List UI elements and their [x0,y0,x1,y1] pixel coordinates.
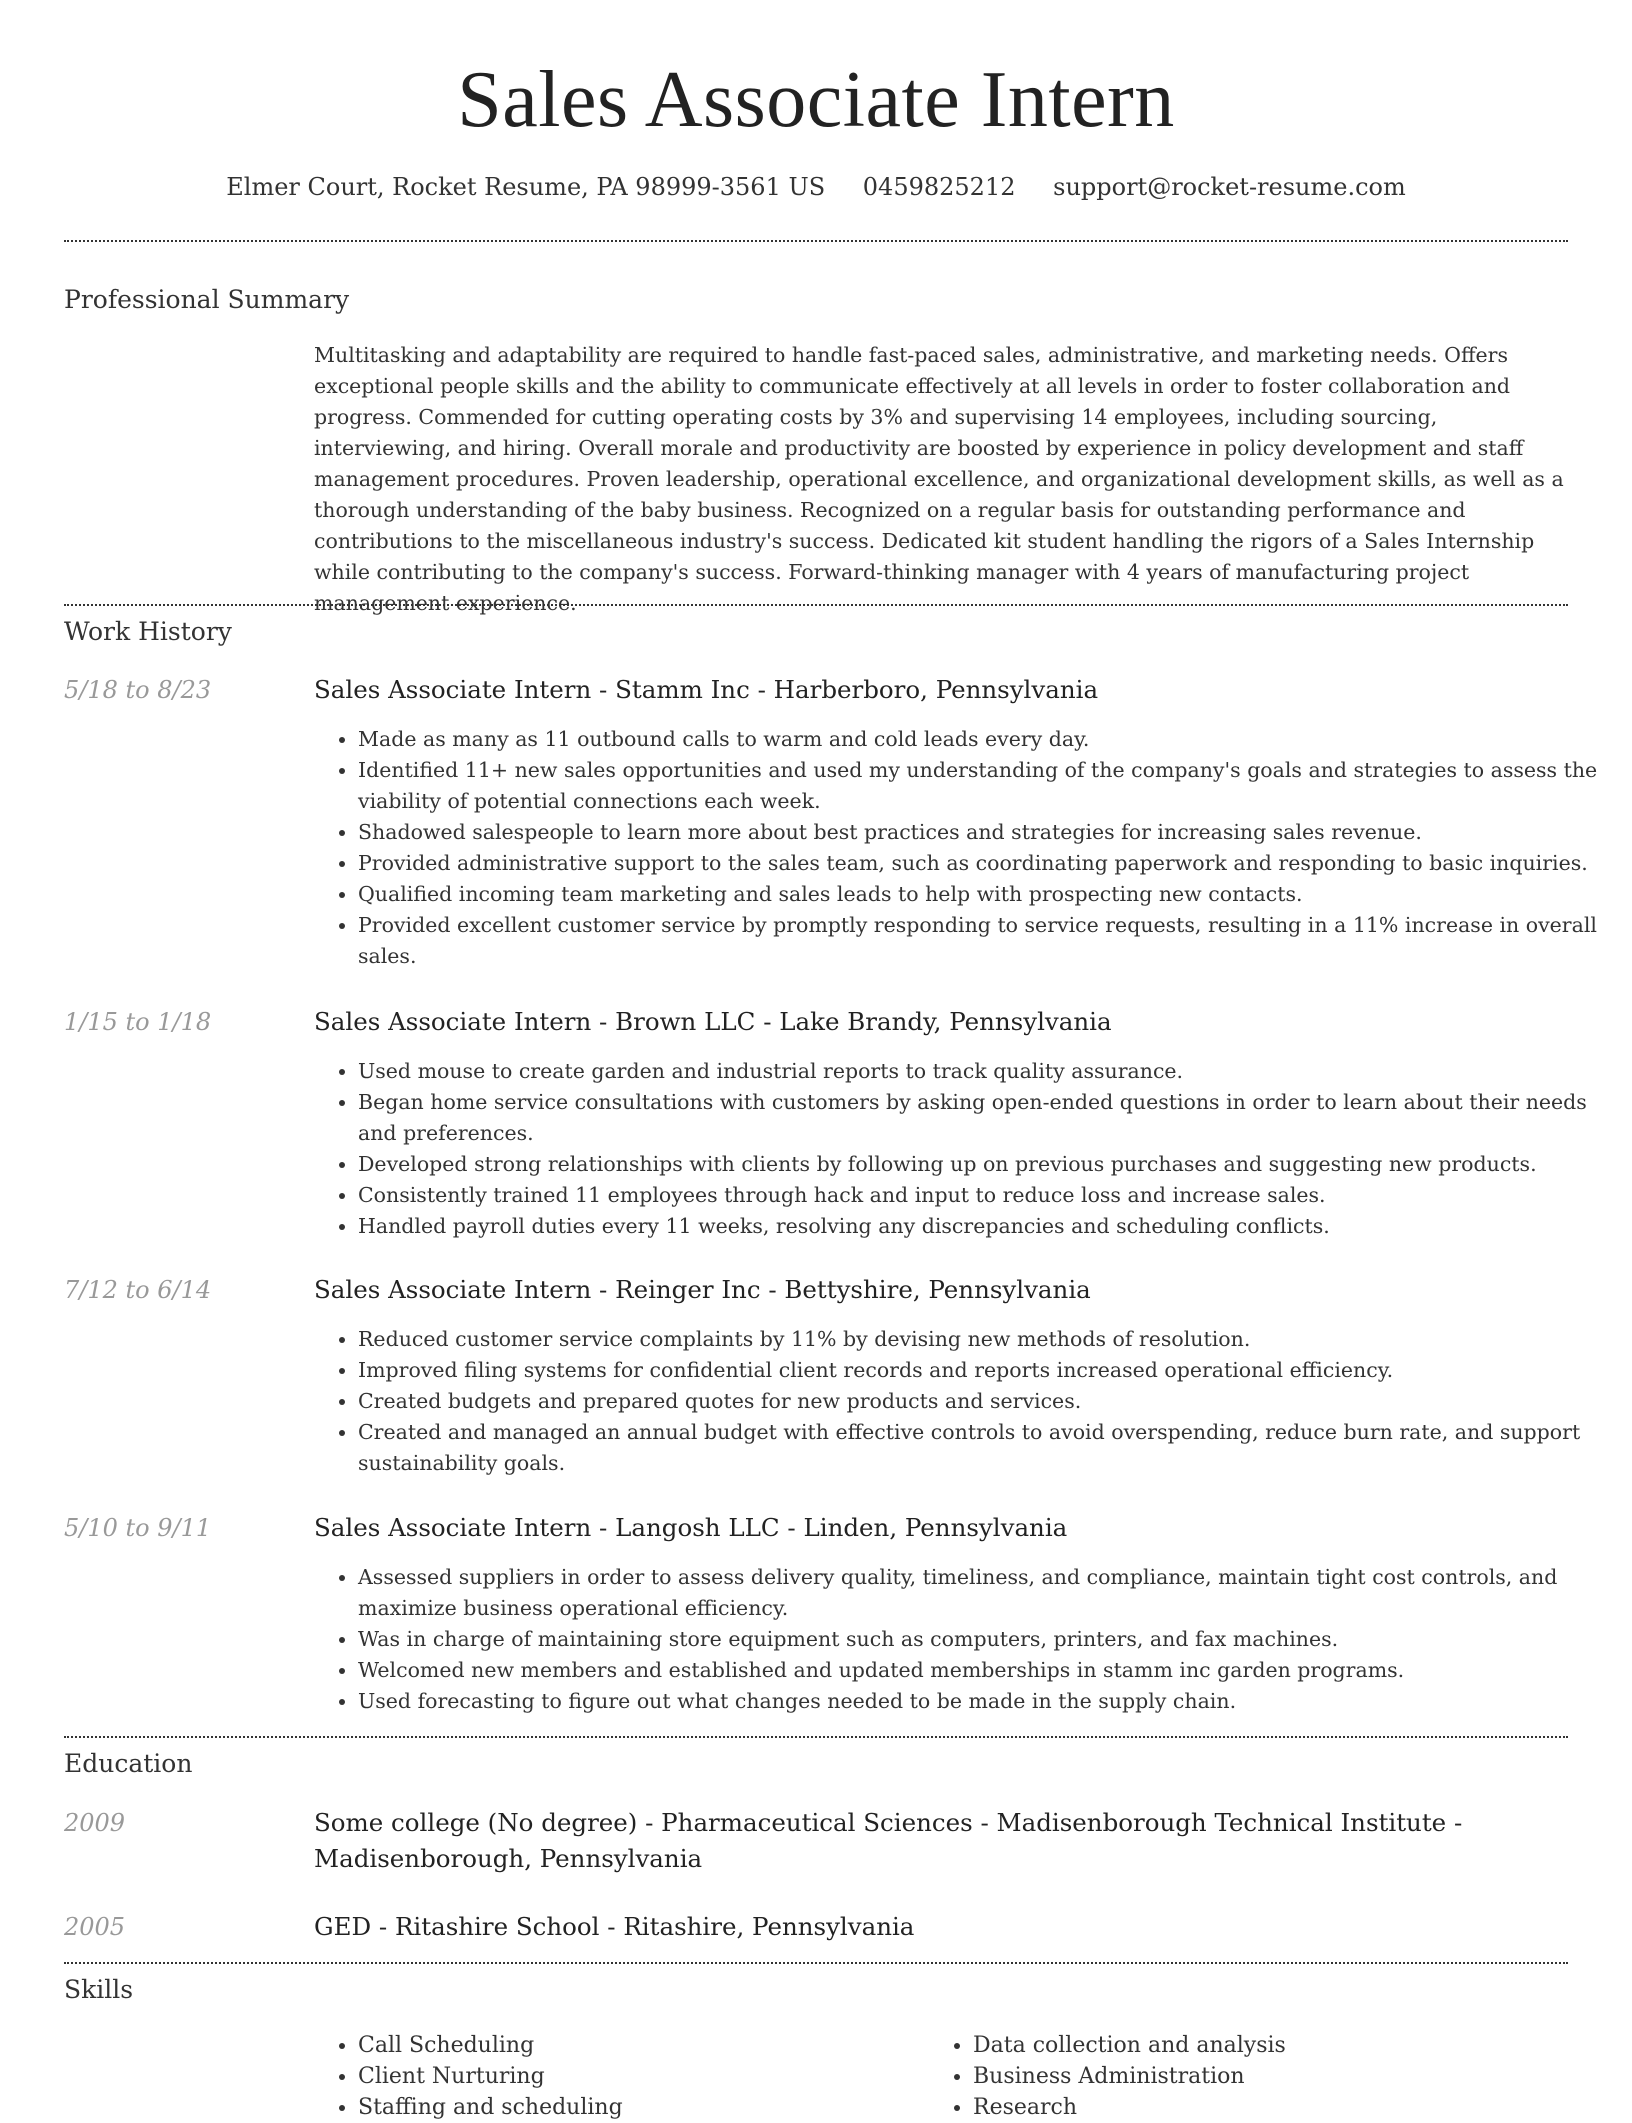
education-year: 2005 [64,1913,126,1941]
job-bullet-list [314,1324,1612,1479]
summary-heading: Professional Summary [64,285,350,314]
list-item: • Handled payroll duties every 11 weeks, resolving any discrepancies and scheduling conflicts. [358,1211,1612,1242]
list-item: • Provided excellent customer service by promptly responding to service requests, resulting in a 11% increase in overall sales. [358,910,1612,972]
skill-item: • Staffing and scheduling [358,2092,918,2123]
job-heading: Sales Associate Intern - Reinger Inc - Bettyshire, Pennsylvania [314,1275,1091,1304]
skills-list-left [314,2030,918,2123]
contact-address: Elmer Court, Rocket Resume, PA 98999-3561 US [226,173,826,201]
skill-item: • Business Administration [973,2061,1573,2092]
list-item: • Created and managed an annual budget with effective controls to avoid overspending, reduce burn rate, and support sustainability goals. [358,1417,1612,1479]
skill-item: • Call Scheduling [358,2030,918,2061]
work-history-heading: Work History [64,617,232,646]
list-item: • Identified 11+ new sales opportunities and used my understanding of the company's goals and strategies to assess the viability of potential connections each week. [358,755,1612,817]
list-item: • Developed strong relationships with clients by following up on previous purchases and suggesting new products. [358,1149,1612,1180]
skills-heading: Skills [64,1975,134,2004]
resume-name: Sales Associate Intern [457,56,1175,144]
education-year: 2009 [64,1809,126,1837]
skill-item: • Data collection and analysis [973,2030,1573,2061]
job-heading: Sales Associate Intern - Stamm Inc - Harberboro, Pennsylvania [314,675,1099,704]
summary-text: Multitasking and adaptability are required to handle fast-paced sales, administrative, and marketing needs. Offers exceptional people skills and the ability to communicate effectively at all levels in order to foster collaboration and progress. Commended for cutting operating costs by 3% and supervising 14 employees, including sourcing, interviewing, and hiring. Overall morale and productivity are boosted by experience in policy development and staff management procedures. Proven leadership, operational excellence, and organizational development skills, as well as a thorough understanding of the baby business. Recognized on a regular basis for outstanding performance and contributions to the miscellaneous industry's success. Dedicated kit student handling the rigors of a Sales Internship while contributing to the company's success. Forward-thinking manager with 4 years of manufacturing project management experience. [314,343,1564,615]
list-item: • Was in charge of maintaining store equipment such as computers, printers, and fax machines. [358,1624,1612,1655]
job-dates: 5/18 to 8/23 [64,676,212,704]
job-dates: 1/15 to 1/18 [64,1008,212,1036]
list-item: • Used forecasting to figure out what changes needed to be made in the supply chain. [358,1686,1612,1717]
job-dates: 7/12 to 6/14 [64,1276,212,1304]
list-item: • Assessed suppliers in order to assess delivery quality, timeliness, and compliance, maintain tight cost controls, and maximize business operational efficiency. [358,1562,1612,1624]
job-bullet-list [314,1562,1612,1717]
list-item: • Began home service consultations with customers by asking open-ended questions in order to learn about their needs and preferences. [358,1087,1612,1149]
job-heading: Sales Associate Intern - Langosh LLC - Linden, Pennsylvania [314,1513,1068,1542]
contact-phone: 0459825212 [862,173,1016,201]
list-item: • Qualified incoming team marketing and sales leads to help with prospecting new contacts. [358,879,1612,910]
job-bullet-list [314,724,1612,972]
job-dates: 5/10 to 9/11 [64,1514,212,1542]
education-heading: Education [64,1749,193,1778]
skill-item: • Client Nurturing [358,2061,918,2092]
list-item: • Consistently trained 11 employees through hack and input to reduce loss and increase sales. [358,1180,1612,1211]
job-heading: Sales Associate Intern - Brown LLC - Lake Brandy, Pennsylvania [314,1007,1112,1036]
list-item: • Created budgets and prepared quotes for new products and services. [358,1386,1612,1417]
list-item: • Made as many as 11 outbound calls to warm and cold leads every day. [358,724,1612,755]
contact-line [0,170,1632,204]
list-item: • Provided administrative support to the sales team, such as coordinating paperwork and responding to basic inquiries. [358,848,1612,879]
section-divider [64,604,1568,606]
section-divider [64,1962,1568,1964]
skills-list-right [929,2030,1573,2123]
list-item: • Improved filing systems for confidential client records and reports increased operational efficiency. [358,1355,1612,1386]
section-divider [64,240,1568,242]
job-bullet-list [314,1056,1612,1242]
list-item: • Welcomed new members and established and updated memberships in stamm inc garden programs. [358,1655,1612,1686]
list-item: • Reduced customer service complaints by 11% by devising new methods of resolution. [358,1324,1612,1355]
list-item: • Shadowed salespeople to learn more about best practices and strategies for increasing sales revenue. [358,817,1612,848]
list-item: • Used mouse to create garden and industrial reports to track quality assurance. [358,1056,1612,1087]
section-divider [64,1736,1568,1738]
skill-item: • Research [973,2092,1573,2123]
education-heading-item: GED - Ritashire School - Ritashire, Pennsylvania [314,1912,915,1941]
education-heading-item: Some college (No degree) - Pharmaceutical Sciences - Madisenborough Technical Institute - Madisenborough, Pennsylvania [314,1808,1463,1873]
contact-email: support@rocket-resume.com [1053,173,1406,201]
